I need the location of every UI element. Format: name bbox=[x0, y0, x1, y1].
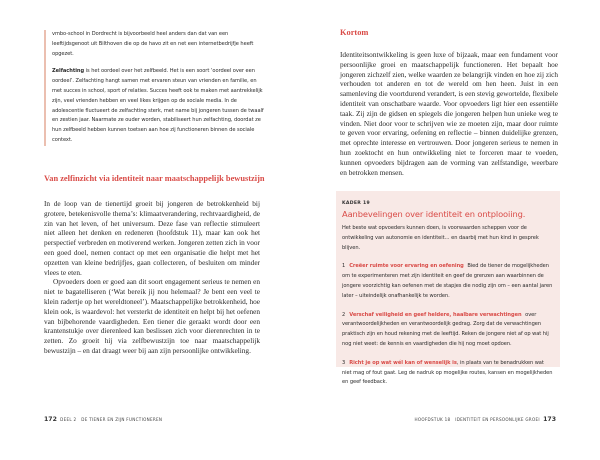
body-text bbox=[340, 50, 558, 177]
page-footer bbox=[414, 416, 556, 423]
item-lead: Creëer ruimte voor ervaring en oefening bbox=[349, 263, 464, 270]
item-lead: Richt je op wat wél kan of wenselijk is bbox=[349, 359, 457, 366]
page-footer bbox=[44, 416, 162, 423]
item-text: Bied de tiener de mogelijkheden om te experimenteren met zijn identiteit en geef de grenzen aan waarbinnen de jongere voorzichtig kan oefenen met de stapjes die nodig zijn om – een aantal jaren later – uiteindelijk onafhankelijk te worden. bbox=[342, 263, 553, 299]
item-number: 2 bbox=[342, 311, 346, 318]
section-heading: Van zelfinzicht via identiteit naar maatschappelijk bewustzijn bbox=[44, 174, 265, 183]
item-lead: Verschaf veiligheid en geef heldere, haalbare verwachtingen bbox=[349, 311, 522, 318]
part-label: DEEL 2 bbox=[60, 417, 77, 422]
body-text bbox=[44, 199, 260, 356]
kader-box bbox=[336, 191, 560, 386]
section-heading: Kortom bbox=[340, 28, 369, 37]
kader-item bbox=[342, 359, 554, 388]
kader-intro: Het beste wat opvoeders kunnen doen, is voorwaarden scheppen voor de ontwikkeling van autonomie en identiteit… en daarbij met hun kind in gesprek blijven. bbox=[342, 225, 539, 251]
item-number: 1 bbox=[342, 263, 346, 270]
body-paragraph: Identiteitsontwikkeling is geen luxe of bijzaak, maar een fundament voor persoonlijke groei en maatschappelijk functioneren. Het bepaalt hoe jongeren zichzelf zien, welke waarden ze belangrijk vinden en hoe zij zich verhouden tot anderen en tot de wereld om hen heen. Juist in een samenleving die voortdurend verandert, is een stevig gewortelde, flexibele identiteit van onschatbare waarde. Voor opvoeders ligt hier een essentiële taak. Zij zijn de gidsen en spiegels die jongeren helpen hun unieke weg te vinden. Niet door voor te schrijven wie ze moeten zijn, maar door ruimte te geven voor ervaring, oefening en reflectie – binnen duidelijke grenzen, met oprechte interesse en vertrouwen. Door jongeren serieus te nemen in hun zoektocht en hun ontwikkeling niet te forceren maar te voeden, kunnen opvoeders bijdragen aan de vorming van zelfstandige, weerbare en betrokken mensen. bbox=[340, 50, 558, 177]
kader-item bbox=[342, 262, 554, 301]
item-text: over verantwoordelijkheden en verantwoordelijk gedrag. Zorg dat de verwachtingen praktisch zijn en houd rekening met de leeftijd. Reken de jongere niet af op wat hij nog niet weet: de kennis en vaardigheden die hij nog moet opdoen. bbox=[342, 311, 549, 347]
item-number: 3 bbox=[342, 359, 346, 366]
kader-item bbox=[342, 311, 554, 350]
part-title: DE TIENER EN ZIJN FUNCTIONEREN bbox=[81, 417, 163, 422]
right-page bbox=[300, 0, 600, 460]
chapter-label: HOOFDSTUK 18 bbox=[414, 417, 451, 422]
kader-title: Aanbevelingen over identiteit en ontplooiing. bbox=[342, 209, 526, 219]
page-number: 172 bbox=[44, 416, 57, 423]
item-text: , in plaats van te benadrukken wat niet mag of fout gaat. Leg de nadruk op mogelijke routes, kansen en mogelijkheden en geef feedback. bbox=[342, 359, 553, 386]
body-paragraph: Opvoeders doen er goed aan dit soort engagement serieus te nemen en niet te bagatelliseren (‘Wat bereik jij nou helemaal? Je bent een veel te klein radertje op het wereldtoneel’). Maatschappelijke betrokkenheid, hoe klein ook, is waardevol: het versterkt de identiteit en helpt bij het oefenen van bijbehorende vaardigheden. Een tiener die geraakt wordt door een krantenstukje over dierenleed kan beslissen zich voor dierenrechten in te zetten. Zo groeit hij via zelfbewustzijn toe naar maatschappelijk bewustzijn – en dat draagt weer bij aan zijn persoonlijke ontwikkeling. bbox=[44, 277, 260, 355]
aside-paragraph: vmbo-school in Dordrecht is bijvoorbeeld heel anders dan dat van een leeftijdsgenoot uit Bilthoven die op de havo zit en net een internetbedrijfje heeft opgezet. bbox=[52, 31, 254, 57]
aside-paragraph bbox=[52, 67, 266, 145]
aside-text: is het oordeel over het zelfbeeld. Het is een soort ‘oordeel over een oordeel’. Zelfachting hangt samen met ervaren steun van vrienden en familie, en met succes in school, sport of relaties. Succes heeft ook te maken met aantrekkelijk zijn, veel vrienden hebben en veel likes krijgen op de sociale media. In de adolescentie fluctueert de zelfachting sterk, met name bij jongeren tussen de twaalf en zestien jaar. Naarmate ze ouder worden, stabiliseert hun zelfachting, doordat ze hun zelfbeeld hebben kunnen toetsen aan hoe zij functioneren binnen de sociale context. bbox=[52, 68, 264, 143]
body-paragraph: In de loop van de tienertijd groeit bij jongeren de betrokkenheid bij grotere, betekenisvolle thema’s: klimaatverandering, rechtvaardigheid, de zin van het leven, of het universum. Deze fase van reflectie stimuleert niet alleen het denken en redeneren (hoofdstuk 11), maar kan ook het perspectief verbreden en motiverend werken. Jongeren zetten zich in voor een goed doel, nemen contact op met een organisatie die helpt met het opzetten van kleine bedrijfjes, gaan collecteren, of besluiten om minder vlees te eten. bbox=[44, 199, 260, 277]
kader-label: KADER 19 bbox=[342, 201, 370, 206]
aside-block bbox=[44, 30, 266, 146]
aside-term: Zelfachting bbox=[52, 68, 85, 75]
chapter-title: IDENTITEIT EN PERSOONLIJKE GROEI bbox=[455, 417, 540, 422]
page-number: 173 bbox=[543, 416, 556, 423]
